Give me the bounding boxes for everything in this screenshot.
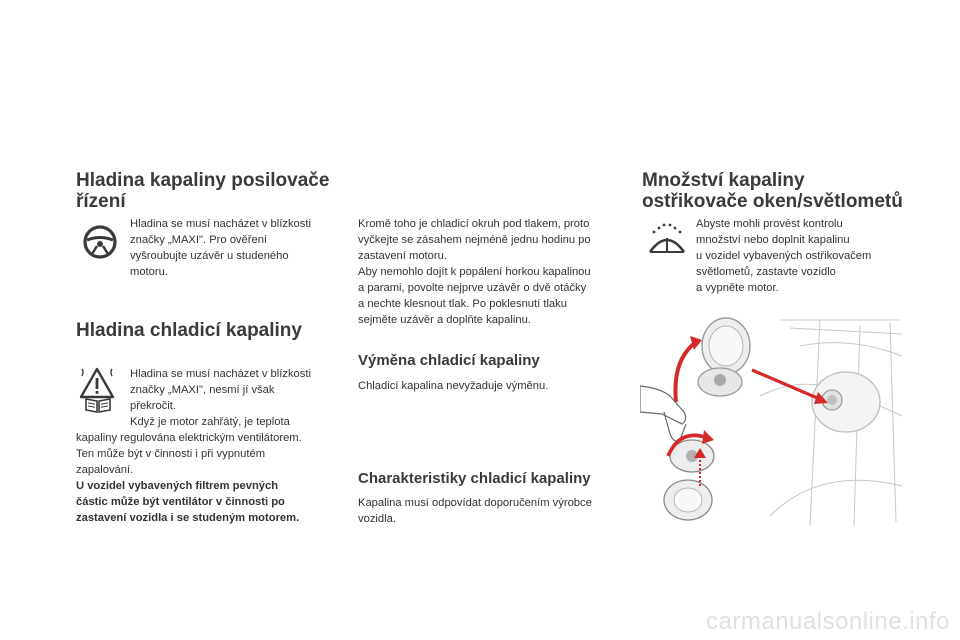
coolant-full-text	[76, 430, 356, 526]
steering-line-2: značky „MAXI". Pro ověření	[130, 234, 268, 246]
coolant-level-title: Hladina chladicí kapaliny	[76, 320, 302, 341]
steering-line-4: motoru.	[130, 266, 168, 278]
washer-fluid-text	[696, 216, 926, 296]
steering-fluid-text	[130, 216, 350, 280]
intro-line-5: a parami, povolte nejprve uzávěr o dvě otáčky	[358, 282, 587, 294]
steering-fluid-title	[76, 170, 346, 212]
open-book-icon	[84, 396, 112, 414]
replacement-title: Výměna chladicí kapaliny	[358, 352, 540, 369]
coolant-warning-line-2: částic může být ventilátor v činnosti po	[76, 496, 285, 508]
characteristics-line-1: Kapalina musí odpovídat doporučením výrobce	[358, 497, 592, 509]
engine-bay-illustration	[640, 316, 904, 528]
steering-title-line2: řízení	[76, 191, 126, 212]
watermark: carmanualsonline.info	[706, 608, 950, 635]
intro-line-6: a nechte klesnout tlak. Po poklesnutí tlaku	[358, 298, 567, 310]
coolant-warning-line-3: zastavení vozidla i se studeným motorem.	[76, 512, 300, 524]
replacement-text: Chladicí kapalina nevyžaduje výměnu.	[358, 380, 549, 392]
washer-fluid-title	[642, 170, 932, 212]
intro-line-2: vyčkejte se zásahem nejméně jednu hodinu po	[358, 234, 591, 246]
steering-wheel-icon	[80, 222, 120, 262]
washer-title-line1: Množství kapaliny	[642, 170, 805, 191]
washer-line-3: u vozidel vybavených ostřikovačem	[696, 250, 872, 262]
coolant-line-1: Hladina se musí nacházet v blízkosti	[130, 368, 311, 380]
steering-line-1: Hladina se musí nacházet v blízkosti	[130, 218, 311, 230]
intro-line-7: sejměte uzávěr a doplňte kapalinu.	[358, 314, 531, 326]
characteristics-line-2: vozidla.	[358, 513, 396, 525]
coolant-line-5: kapaliny regulována elektrickým ventilátorem.	[76, 432, 302, 444]
washer-line-5: a vypněte motor.	[696, 282, 779, 294]
coolant-line-6: Ten může být v činnosti i při vypnutém	[76, 448, 266, 460]
windshield-washer-icon	[646, 222, 688, 256]
intro-line-3: zastavení motoru.	[358, 250, 447, 262]
coolant-title-block	[76, 320, 346, 341]
intro-line-1: Kromě toho je chladicí okruh pod tlakem, proto	[358, 218, 590, 230]
washer-line-4: světlometů, zastavte vozidlo	[696, 266, 836, 278]
washer-line-1: Abyste mohli provést kontrolu	[696, 218, 843, 230]
coolant-indented-text	[130, 366, 360, 430]
coolant-line-4: Když je motor zahřátý, je teplota	[130, 416, 290, 428]
washer-title-line2: ostřikovače oken/světlometů	[642, 191, 903, 212]
characteristics-section	[358, 470, 628, 527]
coolant-line-2: značky „MAXI", nesmí jí však	[130, 384, 275, 396]
coolant-line-3: překročit.	[130, 400, 177, 412]
pressure-warning-text	[358, 216, 628, 328]
intro-line-4: Aby nemohlo dojít k popálení horkou kapalinou	[358, 266, 591, 278]
coolant-warning-line-1: U vozidel vybavených filtrem pevných	[76, 480, 279, 492]
characteristics-text	[358, 495, 628, 527]
replacement-section	[358, 352, 628, 394]
washer-line-2: množství nebo doplnit kapalinu	[696, 234, 850, 246]
characteristics-title: Charakteristiky chladicí kapaliny	[358, 470, 591, 487]
coolant-line-7: zapalování.	[76, 464, 134, 476]
steering-title-line1: Hladina kapaliny posilovače	[76, 170, 330, 191]
steering-line-3: vyšroubujte uzávěr u studeného	[130, 250, 289, 262]
